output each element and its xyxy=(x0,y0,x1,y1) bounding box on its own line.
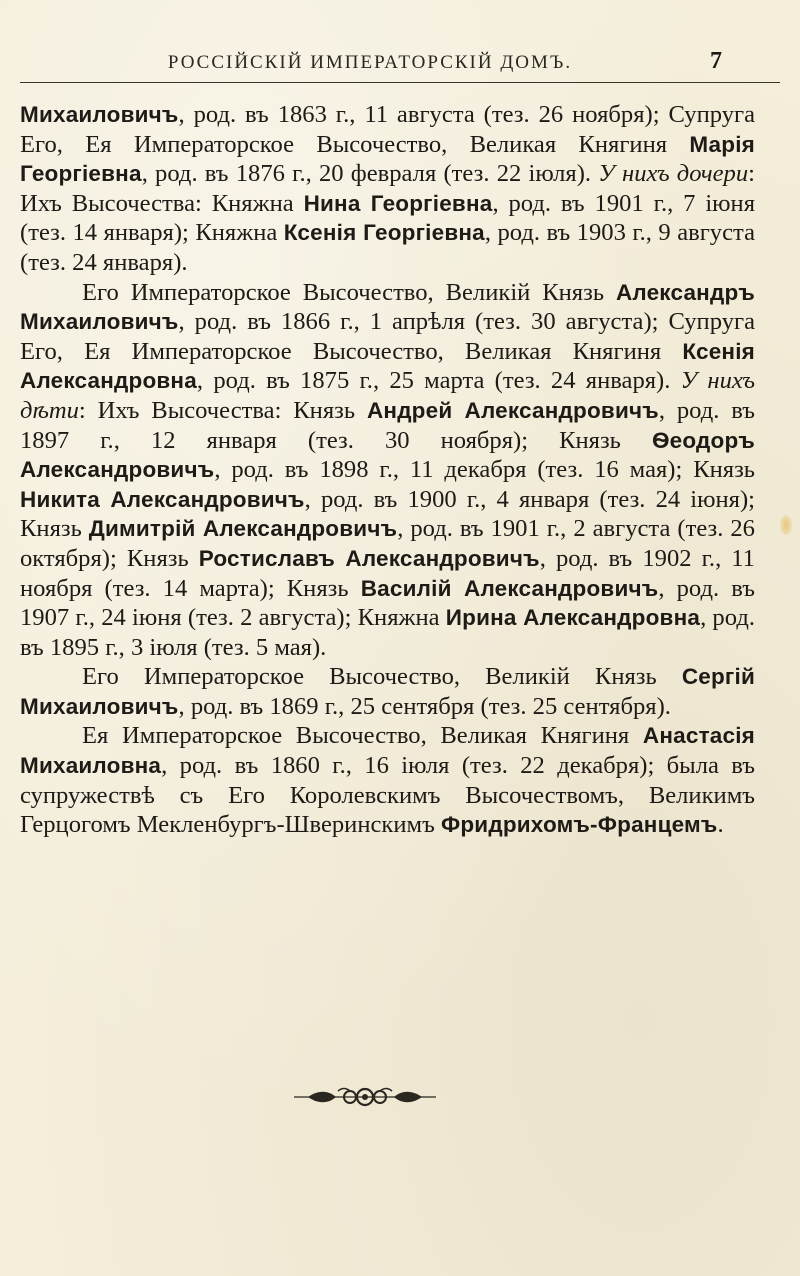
text-run: Ея Императорское Высочество, Великая Княгиня xyxy=(82,722,643,750)
text-run: , род. въ 1900 г., 4 января (тез. 24 іюня); Князь xyxy=(20,485,756,543)
person-name: Ирина Александровна xyxy=(445,605,701,631)
person-name: Анастасія Михаиловна xyxy=(20,723,755,779)
paragraph xyxy=(20,278,755,663)
paragraph xyxy=(20,662,755,721)
person-name: Сергій Михаиловичъ xyxy=(20,664,755,719)
italic-phrase: У нихъ дѣти xyxy=(20,367,755,424)
person-name: Марія Георгіевна xyxy=(20,131,755,187)
text-run: , род. въ 1897 г., 12 января (тез. 30 ноября); Князь xyxy=(20,396,755,454)
running-header xyxy=(20,48,780,83)
text-run: : Ихъ Высочества: Княжна xyxy=(20,160,755,217)
person-name: Ксенія Александровна xyxy=(20,338,755,394)
text-run: , род. въ 1898 г., 11 декабря (тез. 16 мая); Князь xyxy=(214,456,755,484)
body-text xyxy=(20,100,755,840)
text-run: , род. въ 1901 г., 2 августа (тез. 26 октября); Князь xyxy=(20,515,755,572)
text-run: , род. въ 1875 г., 25 марта (тез. 24 января). xyxy=(196,367,681,395)
paragraph xyxy=(20,100,755,278)
person-name: Ростиславъ Александровичъ xyxy=(198,545,540,571)
text-run: , род. въ 1869 г., 25 сентября (тез. 25 сентября). xyxy=(178,692,671,720)
person-name: Фридрихомъ-Францемъ xyxy=(440,812,718,838)
text-run: , род. въ 1895 г., 3 іюля (тез. 5 мая). xyxy=(20,604,755,661)
text-run: : Ихъ Высочества: Князь xyxy=(78,396,367,424)
text-run: , род. въ 1901 г., 7 іюня (тез. 14 января); Княжна xyxy=(20,189,756,247)
text-run: , род. въ 1860 г., 16 іюля (тез. 22 декабря); была въ супружествѣ съ Его Королевскимъ Высочествомъ, Великимъ Герцогомъ Мекленбургъ-Шверинскимъ xyxy=(20,752,755,839)
text-run: Его Императорское Высочество, Великій Князь xyxy=(82,278,616,306)
text-run: , род. въ 1876 г., 20 февраля (тез. 22 іюля). xyxy=(141,160,599,188)
text-run: , род. въ 1866 г., 1 апрѣля (тез. 30 августа); Супруга Его, Ея Императорское Высочество, Великая Княгиня xyxy=(20,308,755,365)
running-header-title: РОССІЙСКІЙ ИМПЕРАТОРСКІЙ ДОМЪ. xyxy=(167,52,573,73)
paper-stain xyxy=(780,515,792,535)
paragraph xyxy=(20,721,755,839)
text-run: , род. въ 1902 г., 11 ноября (тез. 14 марта); Князь xyxy=(20,544,755,602)
text-run: , род. въ 1907 г., 24 іюня (тез. 2 августа); Княжна xyxy=(20,574,755,632)
person-name: Ѳеодоръ Александровичъ xyxy=(20,427,755,483)
person-name: Никита Александровичъ xyxy=(20,486,305,512)
italic-phrase: У нихъ дочери xyxy=(598,160,749,188)
text-run: , род. въ 1903 г., 9 августа (тез. 24 января). xyxy=(20,219,755,276)
person-name: Михаиловичъ xyxy=(20,102,179,127)
text-run: Его Императорское Высочество, Великій Князь xyxy=(82,663,682,691)
person-name: Нина Георгіевна xyxy=(303,190,493,216)
person-name: Андрей Александровичъ xyxy=(366,397,659,423)
person-name: Василій Александровичъ xyxy=(360,575,659,601)
person-name: Ксенія Георгіевна xyxy=(283,220,485,246)
page-number: 7 xyxy=(710,48,722,74)
person-name: Александръ Михаиловичъ xyxy=(20,279,755,335)
text-run: . xyxy=(717,811,724,839)
scroll-vignette-ornament-icon xyxy=(290,1080,440,1114)
person-name: Димитрій Александровичъ xyxy=(88,516,398,542)
text-run: , род. въ 1863 г., 11 августа (тез. 26 ноября); Супруга Его, Ея Императорское Высочество, Великая Княгиня xyxy=(20,101,755,158)
